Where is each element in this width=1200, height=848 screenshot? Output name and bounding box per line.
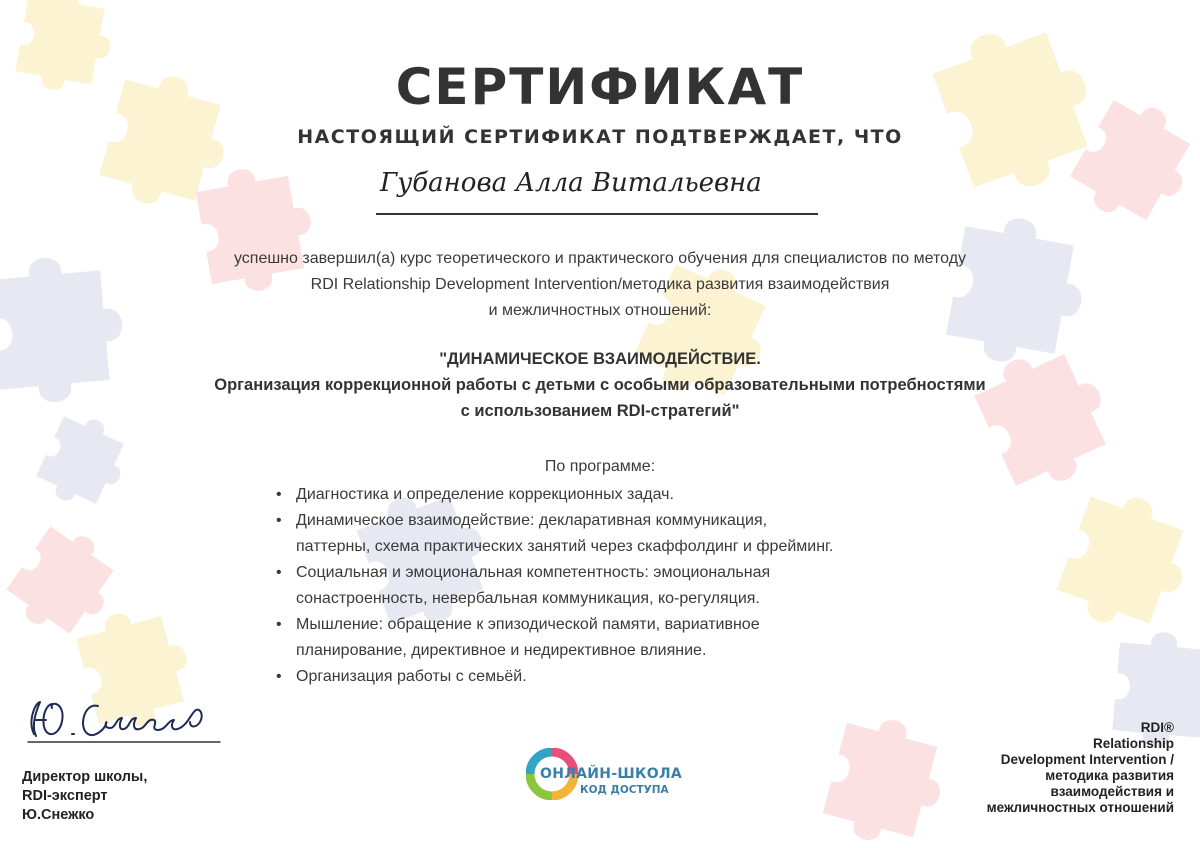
director-signature	[24, 692, 224, 748]
rdi-line: Relationship	[1092, 736, 1174, 751]
rdi-line: методика развития	[1045, 768, 1174, 783]
course-title-line: с использованием RDI-стратегий"	[460, 402, 740, 420]
course-intro	[0, 246, 1200, 324]
school-logo	[526, 744, 683, 804]
program-item-line: • Социальная и эмоциональная компетентность: эмоциональная	[296, 564, 771, 581]
program-item-line: • Организация работы с семьёй.	[296, 668, 527, 685]
program-item	[276, 482, 936, 508]
course-title-line: Организация коррекционной работы с детьми с особыми образовательными потребностями	[214, 376, 986, 394]
program-item-line: • Динамическое взаимодействие: декларативная коммуникация,	[296, 512, 768, 529]
rdi-line: взаимодействия и	[1050, 784, 1174, 799]
program-list	[276, 482, 936, 690]
logo-text-school: ОНЛАЙН-ШКОЛА	[540, 766, 683, 782]
director-block	[22, 768, 147, 825]
program-item-line: сонастроенность, невербальная коммуникация, ко-регуляция.	[296, 590, 760, 607]
rdi-method-block	[987, 720, 1174, 816]
program-item	[276, 508, 936, 560]
director-title: RDI-эксперт	[22, 788, 108, 804]
program-item-line: • Мышление: обращение к эпизодической памяти, вариативное	[296, 616, 760, 633]
recipient-name: Губанова Алла Витальевна	[380, 168, 762, 198]
intro-line: и межличностных отношений:	[488, 302, 712, 319]
logo-text-code: КОД ДОСТУПА	[580, 784, 669, 796]
program-item	[276, 560, 936, 612]
certificate-title: СЕРТИФИКАТ	[395, 58, 805, 116]
course-title-line: "ДИНАМИЧЕСКОЕ ВЗАИМОДЕЙСТВИЕ.	[439, 350, 761, 368]
rdi-line: межличностных отношений	[986, 800, 1174, 815]
program-item-line: паттерны, схема практических занятий через скаффолдинг и фрейминг.	[296, 538, 834, 555]
rdi-line: Development Intervention /	[1000, 752, 1174, 767]
intro-line: RDI Relationship Development Intervention/методика развития взаимодействия	[310, 276, 890, 293]
program-item	[276, 612, 936, 664]
course-title	[0, 346, 1200, 424]
program-item	[276, 664, 936, 690]
director-position: Директор школы,	[22, 769, 148, 785]
program-heading: По программе:	[544, 458, 656, 475]
certificate-subtitle: НАСТОЯЩИЙ СЕРТИФИКАТ ПОДТВЕРЖДАЕТ, ЧТО	[297, 126, 903, 148]
intro-line: успешно завершил(а) курс теоретического и практического обучения для специалистов по методу	[233, 250, 967, 267]
director-name: Ю.Снежко	[22, 807, 95, 823]
rdi-line: RDI®	[1140, 720, 1174, 735]
program-item-line: • Диагностика и определение коррекционных задач.	[296, 486, 674, 503]
program-item-line: планирование, директивное и недирективное влияние.	[296, 642, 707, 659]
recipient-name-underline	[376, 213, 818, 215]
